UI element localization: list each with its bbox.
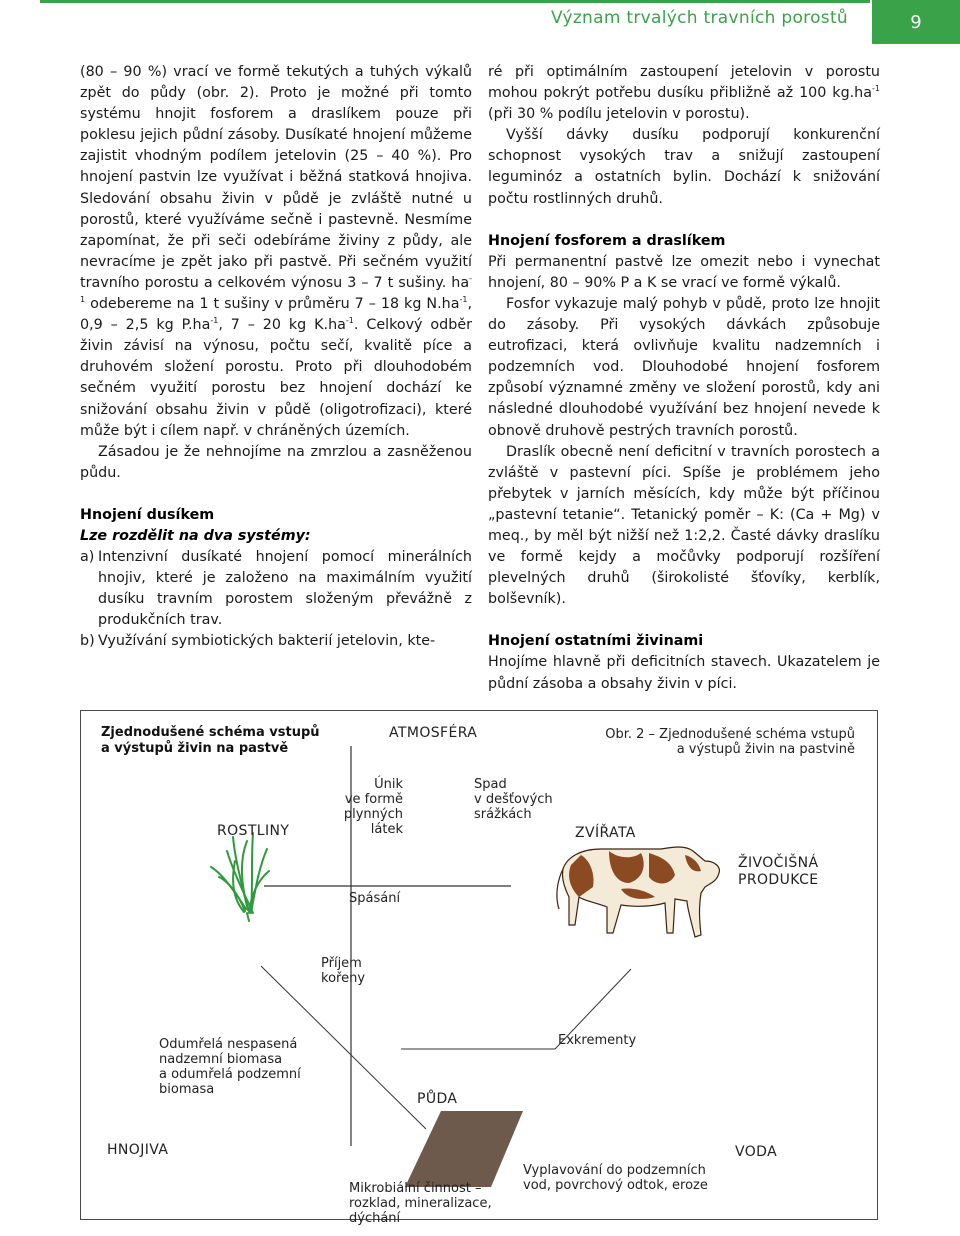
paragraph: Při permanentní pastvě lze omezit nebo i vynechat hnojení, 80 – 90% P a K se vrací ve formě výkalů. — [488, 253, 880, 291]
page-number: 9 — [872, 0, 960, 44]
page-header — [0, 0, 960, 44]
right-column — [488, 62, 880, 695]
figure-caption: Obr. 2 – Zjednodušené schéma vstupů a výstupů živin na pastvině — [605, 727, 855, 757]
label-deposition: Spad v dešťových srážkách — [474, 777, 553, 822]
label-microbial-activity: Mikrobiální činnost – rozklad, mineralizace, dýchání — [349, 1181, 492, 1226]
left-column — [80, 62, 472, 653]
plant-icon — [211, 833, 269, 921]
label-atmosphere: ATMOSFÉRA — [389, 725, 478, 741]
list-item: a) Intenzivní dusíkaté hnojení pomocí minerálních hnojiv, které je založeno na maximálním využití dusíku travním porostem složeným převážně z produkčních trav. — [80, 549, 472, 629]
list-item: b) Využívání symbiotických bakterií jetelovin, kte- — [80, 633, 436, 650]
figure-title: Zjednodušené schéma vstupů a výstupů živin na pastvě — [101, 725, 320, 756]
section-heading: Hnojení dusíkem — [80, 506, 215, 523]
label-excrements: Exkrementy — [558, 1033, 637, 1048]
paragraph: (80 – 90 %) vrací ve formě tekutých a tuhých výkalů zpět do půdy (obr. 2). Proto je možné při tomto systému hnojit fosforem a draslíkem pouze při poklesu jejich půdní zásoby. Dusíkaté hnojení můžeme zajistit vhodným podílem jetelovin (25 – 40 %). Pro hnojení pastvin lze využívat i běžná statková hnojiva. Sledování obsahu živin v půdě je zvláště nutné u porostů, které využíváme sečně i pastevně. Nesmíme zapomínat, že při seči odebíráme živiny z půdy, ale nevracíme je zpět jako při pastvě. Při sečném využití travního porostu a celkovém výnosu 3 – 7 t sušiny. $ha^{-1}$ odebereme na 1 t sušiny v průměru 7 – 18 kg $N.ha^{-1}$, 0,9 – 2,5 kg $P.ha^{-1}$, 7 – 20 kg $K.ha^{-1}$. Celkový odběr živin závisí na výnosu, počtu sečí, kvalitě píce a druhovém složení porostu. Proto při dlouhodobém sečném využití porostu bez hnojení dochází ke snižování obsahu živin v půdě (oligotrofizaci), které může být i cílem např. v chráněných územích. — [80, 64, 472, 439]
paragraph: Vyšší dávky dusíku podporují konkurenční schopnost vysokých trav a snižují zastoupení leguminóz a ostatních bylin. Dochází k snižování počtu rostlinných druhů. — [488, 127, 880, 207]
subheading: Lze rozdělit na dva systémy: — [80, 527, 311, 544]
cow-icon — [557, 847, 719, 937]
label-leaching: Vyplavování do podzemních vod, povrchový odtok, eroze — [523, 1163, 708, 1193]
paragraph: ré při optimálním zastoupení jetelovin v porostu mohou pokrýt potřebu dusíku přibližně až 100 $kg.ha^{-1}$ (při 30 % podílu jetelovin v porostu). — [488, 64, 880, 123]
label-animal-production: ŽIVOČIŠNÁ PRODUKCE — [738, 855, 819, 888]
paragraph: Hnojíme hlavně při deficitních stavech. Ukazatelem je půdní zásoba a obsahy živin v píci. — [488, 654, 880, 692]
nutrient-flow-figure — [80, 710, 878, 1226]
paragraph: Draslík obecně není deficitní v travních porostech a zvláště v pastevní píci. Spíše je problémem jeho přebytek v jarních měsících, kdy může být příčinou „pastevní tetanie“. Tetanický poměr – K: (Ca + Mg) v meq., by měl být nižší než 1:2,2. Časté dávky draslíku ve formě kejdy a močůvky podporují rozšíření plevelných druhů (širokolisté šťovíky, kerblík, bolševník). — [488, 443, 880, 608]
running-title: Význam trvalých travních porostů — [550, 8, 848, 28]
paragraph: Zásadou je že nehnojíme na zmrzlou a zasněženou půdu. — [80, 443, 472, 481]
label-animals: ZVÍŘATA — [575, 825, 636, 841]
label-soil: PŮDA — [417, 1091, 458, 1107]
section-heading: Hnojení fosforem a draslíkem — [488, 232, 726, 249]
label-grazing: Spásání — [349, 891, 401, 906]
section-heading: Hnojení ostatními živinami — [488, 633, 704, 650]
soil-parallelogram — [405, 1111, 523, 1187]
header-rule — [40, 0, 870, 3]
label-dead-biomass: Odumřelá nespasená nadzemní biomasa a odumřelá podzemní biomasa — [159, 1037, 301, 1097]
label-water: VODA — [735, 1144, 778, 1160]
label-root-uptake: Příjem kořeny — [321, 956, 366, 986]
paragraph: Fosfor vykazuje malý pohyb v půdě, proto lze hnojit do zásoby. Při vysokých dávkách způsobuje eutrofizaci, která ovlivňuje kvalitu nadzemních i podzemních vod. Dlouhodobé hnojení fosforem způsobí významné změny ve složení porostů, kdy ani následné dlouhodobé využívání bez hnojení nevede k obnově druhově pestrých travních porostů. — [488, 295, 880, 439]
label-plants: ROSTLINY — [217, 823, 290, 839]
label-fertilizers: HNOJIVA — [107, 1142, 169, 1158]
label-gas-loss: Únik ve formě plynných látek — [343, 777, 403, 837]
